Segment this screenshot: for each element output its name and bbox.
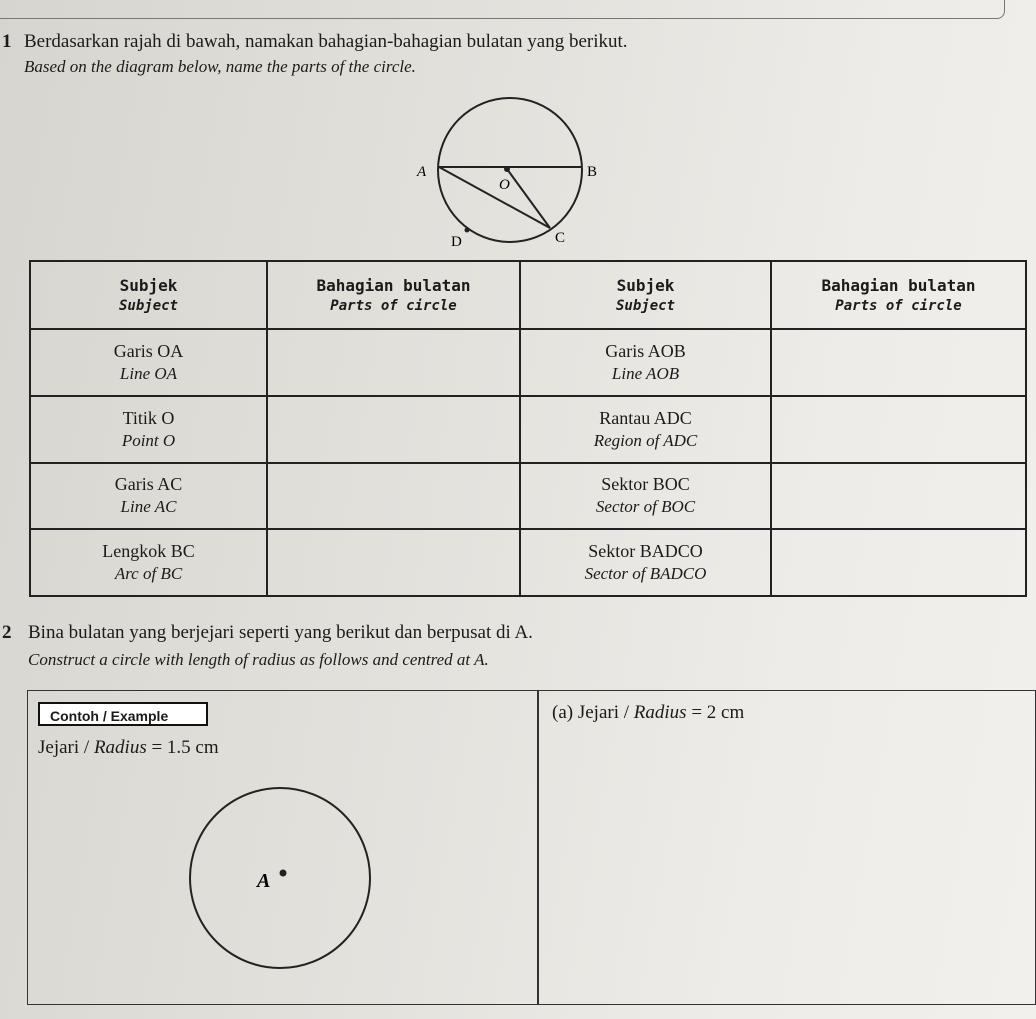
answer-cell[interactable] <box>771 463 1026 530</box>
header-subject-1: Subjek Subject <box>30 261 267 329</box>
table-row <box>30 396 1026 463</box>
label-A: A <box>417 164 427 180</box>
example-radius: Jejari / Radius = 1.5 cm <box>38 737 219 758</box>
answer-cell[interactable] <box>267 463 520 530</box>
parts-of-circle-table <box>29 260 1027 597</box>
answer-cell[interactable] <box>771 329 1026 396</box>
header-parts-1: Bahagian bulatan Parts of circle <box>267 261 520 329</box>
radius-OC <box>507 169 550 228</box>
example-circle-diagram <box>180 780 380 980</box>
center-point-O <box>504 166 510 172</box>
subject-cell: Sektor BADCO Sector of BADCO <box>520 529 771 596</box>
subject-cell: Titik O Point O <box>30 396 267 463</box>
example-center-label: A <box>257 870 271 892</box>
answer-cell[interactable] <box>771 396 1026 463</box>
part-a-radius: (a) Jejari / Radius = 2 cm <box>552 702 745 723</box>
label-B: B <box>587 164 598 180</box>
chord-AC <box>439 167 550 228</box>
question-2-translation: Construct a circle with length of radius as follows and centred at A. <box>28 650 489 669</box>
circle-parts-diagram <box>395 90 625 255</box>
label-D: D <box>451 234 462 250</box>
diagram-circle <box>438 98 582 242</box>
subject-cell: Garis AOB Line AOB <box>520 329 771 396</box>
question-1-text: Berdasarkan rajah di bawah, namakan bahagian-bahagian bulatan yang berikut. <box>24 31 628 52</box>
subject-cell: Rantau ADC Region of ADC <box>520 396 771 463</box>
header-parts-2: Bahagian bulatan Parts of circle <box>771 261 1026 329</box>
question-1-translation: Based on the diagram below, name the parts of the circle. <box>24 57 416 76</box>
answer-cell[interactable] <box>267 329 520 396</box>
question-2-text: Bina bulatan yang berjejari seperti yang berikut dan berpusat di A. <box>28 622 533 643</box>
answer-cell[interactable] <box>267 529 520 596</box>
top-rule <box>0 0 1005 19</box>
question-1-number: 1 <box>2 31 12 52</box>
example-circle <box>190 788 370 968</box>
subject-cell: Garis AC Line AC <box>30 463 267 530</box>
answer-cell[interactable] <box>771 529 1026 596</box>
table-row <box>30 329 1026 396</box>
table-header-row <box>30 261 1026 329</box>
table-row <box>30 463 1026 530</box>
example-label: Contoh / Example <box>38 702 208 726</box>
subject-cell: Garis OA Line OA <box>30 329 267 396</box>
table-row <box>30 529 1026 596</box>
part-a-box[interactable] <box>537 690 1036 1005</box>
center-point-A <box>280 870 287 877</box>
label-O: O <box>499 177 510 193</box>
header-subject-2: Subjek Subject <box>520 261 771 329</box>
subject-cell: Sektor BOC Sector of BOC <box>520 463 771 530</box>
subject-cell: Lengkok BC Arc of BC <box>30 529 267 596</box>
label-C: C <box>555 230 566 246</box>
answer-cell[interactable] <box>267 396 520 463</box>
point-D <box>465 228 470 233</box>
question-2-number: 2 <box>2 622 12 643</box>
